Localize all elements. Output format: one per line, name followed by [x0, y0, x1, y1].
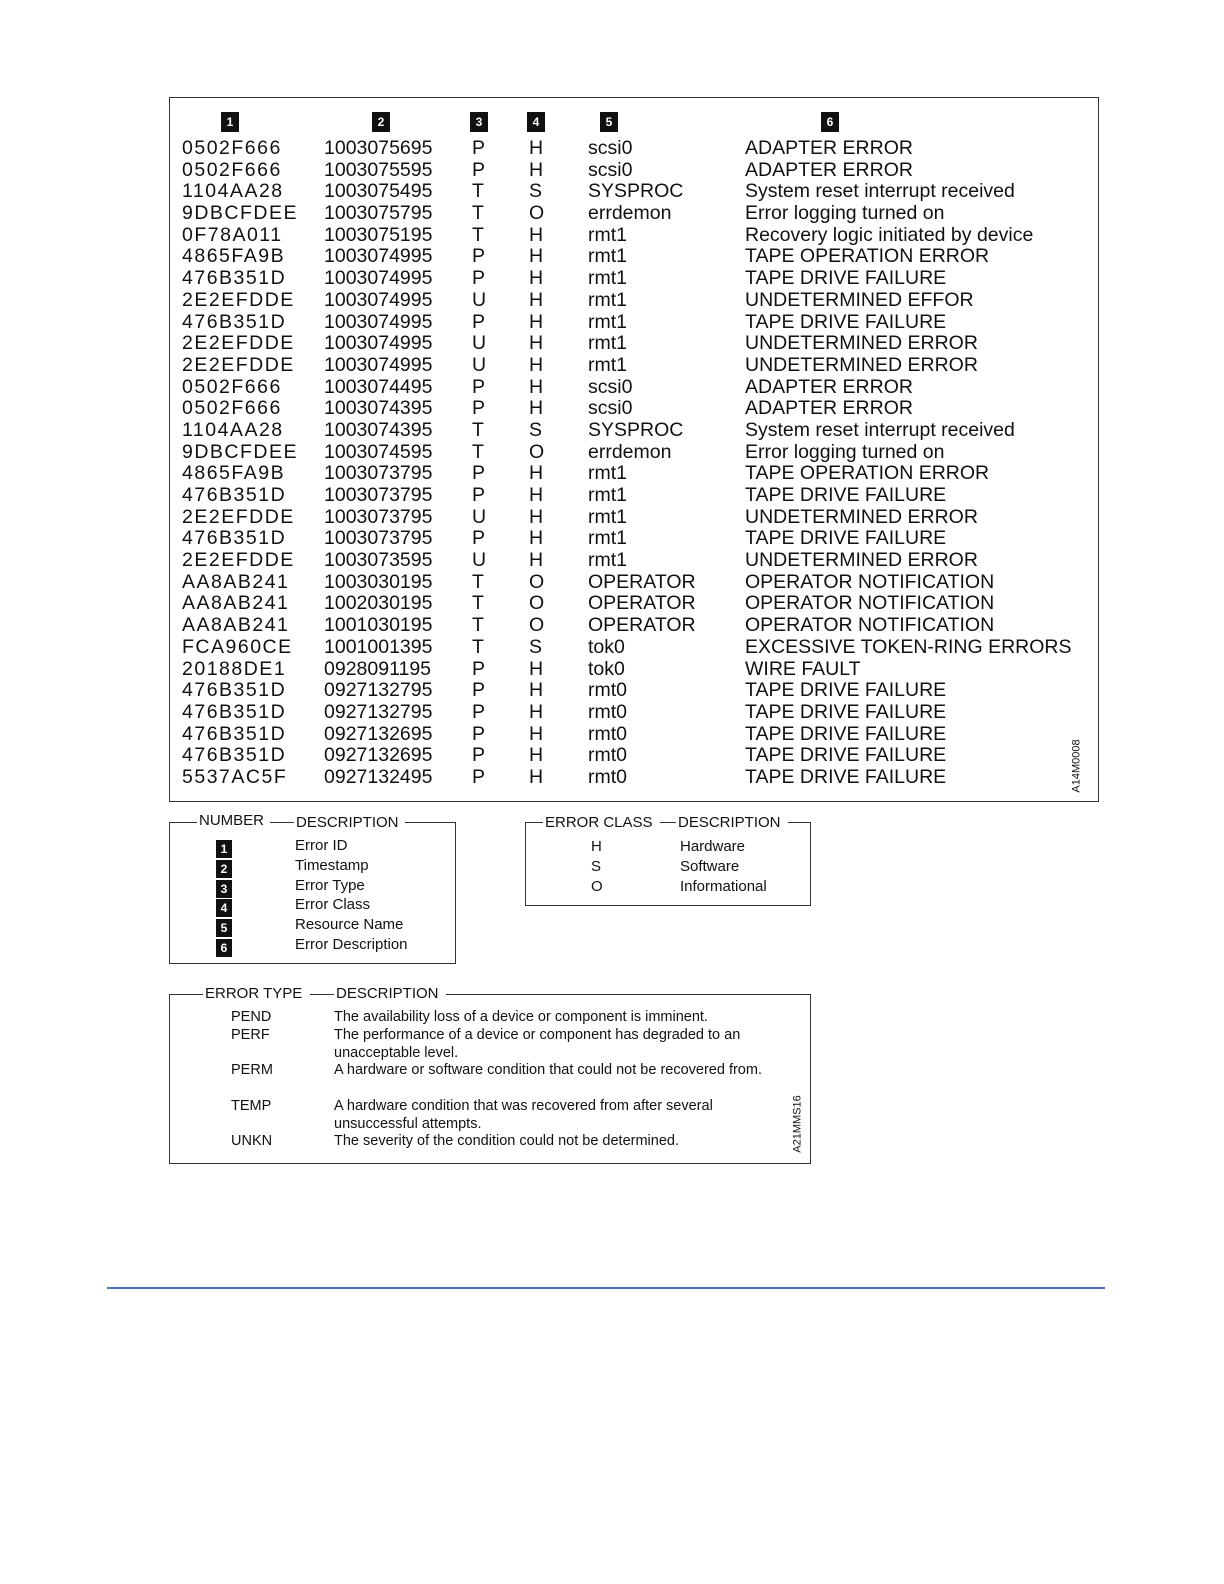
resource-name-cell: rmt1 — [588, 549, 627, 572]
number-badge: 4 — [216, 899, 232, 917]
log-row — [180, 312, 1080, 334]
log-row — [180, 463, 1080, 485]
error-type-code: PEND — [231, 1009, 272, 1025]
error-description-cell: TAPE OPERATION ERROR — [745, 245, 990, 268]
error-description-cell: UNDETERMINED ERROR — [745, 505, 978, 528]
number-legend-desc-title: DESCRIPTION — [296, 814, 399, 831]
error-id-cell: 1104AA28 — [182, 180, 284, 203]
error-description-cell: System reset interrupt received — [745, 418, 1015, 441]
resource-name-cell: SYSPROC — [588, 180, 684, 203]
error-description-cell: EXCESSIVE TOKEN-RING ERRORS — [745, 635, 1072, 658]
column-badge-error-description: 6 — [821, 112, 839, 132]
error-type-description: A hardware or software condition that could not be recovered from. — [334, 1062, 762, 1078]
error-class-description: Informational — [680, 878, 767, 895]
error-type-cell: P — [472, 245, 486, 268]
error-class-cell: H — [529, 158, 544, 181]
error-class-cell: O — [529, 202, 545, 225]
error-description-cell: System reset interrupt received — [745, 180, 1015, 203]
log-row — [180, 181, 1080, 203]
error-type-cell: T — [472, 592, 484, 615]
timestamp-cell: 1001001395 — [324, 635, 433, 658]
error-description-cell: ADAPTER ERROR — [745, 158, 913, 181]
error-id-cell: 476B351D — [182, 267, 287, 290]
error-description-cell: UNDETERMINED ERROR — [745, 332, 978, 355]
error-type-cell: P — [472, 744, 486, 767]
error-type-code: UNKN — [231, 1133, 273, 1149]
resource-name-cell: rmt1 — [588, 267, 627, 290]
error-type-cell: P — [472, 700, 486, 723]
error-type-cell: T — [472, 180, 484, 203]
error-class-cell: O — [529, 614, 545, 637]
resource-name-cell: rmt1 — [588, 310, 627, 333]
error-class-cell: H — [529, 765, 544, 788]
error-class-cell: H — [529, 245, 544, 268]
legend-border-segment — [310, 994, 334, 995]
error-description-cell: OPERATOR NOTIFICATION — [745, 614, 995, 637]
error-description-cell: TAPE DRIVE FAILURE — [745, 744, 947, 767]
log-row — [180, 593, 1080, 615]
timestamp-cell: 1003075595 — [324, 158, 433, 181]
resource-name-cell: errdemon — [588, 440, 672, 463]
error-id-cell: 5537AC5F — [182, 765, 288, 788]
error-type-code: PERM — [231, 1062, 273, 1078]
error-class-cell: S — [529, 418, 543, 441]
figure-id-main: A14M0008 — [1070, 739, 1083, 793]
timestamp-cell: 1003074995 — [324, 245, 433, 268]
resource-name-cell: rmt1 — [588, 288, 627, 311]
resource-name-cell: rmt0 — [588, 744, 627, 767]
log-row — [180, 485, 1080, 507]
error-class-legend-title: ERROR CLASS — [545, 814, 653, 831]
log-row — [180, 225, 1080, 247]
error-id-cell: 2E2EFDDE — [182, 288, 295, 311]
error-type-cell: T — [472, 418, 484, 441]
error-class-cell: H — [529, 527, 544, 550]
legend-border-segment — [270, 822, 294, 823]
number-badge: 5 — [216, 919, 232, 937]
error-description-cell: Error logging turned on — [745, 202, 945, 225]
error-id-cell: 476B351D — [182, 744, 287, 767]
legend-border-segment — [169, 994, 203, 995]
log-row — [180, 398, 1080, 420]
error-class-cell: O — [529, 592, 545, 615]
error-class-code: O — [591, 878, 603, 895]
timestamp-cell: 1003074995 — [324, 332, 433, 355]
error-type-description: A hardware condition that was recovered from after several unsuccessful attempts. — [334, 1098, 713, 1132]
error-description-cell: UNDETERMINED ERROR — [745, 353, 978, 376]
timestamp-cell: 0927132695 — [324, 744, 433, 767]
timestamp-cell: 1003030195 — [324, 570, 433, 593]
error-id-cell: FCA960CE — [182, 635, 293, 658]
log-row — [180, 420, 1080, 442]
number-description: Resource Name — [295, 916, 404, 933]
resource-name-cell: rmt0 — [588, 765, 627, 788]
error-class-cell: H — [529, 505, 544, 528]
error-type-cell: P — [472, 397, 486, 420]
log-row — [180, 333, 1080, 355]
number-description: Error Description — [295, 936, 408, 953]
timestamp-cell: 1003073795 — [324, 484, 433, 506]
error-type-cell: T — [472, 570, 484, 593]
log-row — [180, 377, 1080, 399]
resource-name-cell: rmt1 — [588, 223, 627, 246]
error-class-cell: H — [529, 462, 544, 485]
resource-name-cell: rmt1 — [588, 527, 627, 550]
error-id-cell: 20188DE1 — [182, 657, 287, 680]
error-description-cell: TAPE DRIVE FAILURE — [745, 679, 947, 702]
error-type-cell: P — [472, 375, 486, 398]
log-row — [180, 680, 1080, 702]
legend-border-segment — [660, 822, 676, 823]
figure-id-legend: A21MMS16 — [791, 1095, 804, 1153]
error-id-cell: AA8AB241 — [182, 592, 290, 615]
error-id-cell: 2E2EFDDE — [182, 332, 295, 355]
error-type-cell: P — [472, 657, 486, 680]
error-description-cell: TAPE DRIVE FAILURE — [745, 484, 947, 506]
error-class-cell: O — [529, 440, 545, 463]
log-row — [180, 659, 1080, 681]
error-class-cell: S — [529, 635, 543, 658]
number-badge: 3 — [216, 880, 232, 898]
error-description-cell: UNDETERMINED EFFOR — [745, 288, 974, 311]
error-description-cell: ADAPTER ERROR — [745, 375, 913, 398]
error-type-cell: P — [472, 137, 486, 159]
error-class-cell: H — [529, 549, 544, 572]
resource-name-cell: scsi0 — [588, 397, 633, 420]
log-row — [180, 507, 1080, 529]
log-row — [180, 702, 1080, 724]
error-class-cell: H — [529, 353, 544, 376]
resource-name-cell: SYSPROC — [588, 418, 684, 441]
error-class-cell: S — [529, 180, 543, 203]
error-description-cell: TAPE DRIVE FAILURE — [745, 765, 947, 788]
timestamp-cell: 0927132795 — [324, 679, 433, 702]
timestamp-cell: 1003074995 — [324, 353, 433, 376]
error-type-cell: P — [472, 484, 486, 506]
legend-border-segment — [525, 822, 543, 823]
timestamp-cell: 1001030195 — [324, 614, 433, 637]
error-type-legend-desc-title: DESCRIPTION — [336, 985, 439, 1002]
timestamp-cell: 1003074995 — [324, 310, 433, 333]
error-class-cell: H — [529, 223, 544, 246]
error-description-cell: TAPE DRIVE FAILURE — [745, 267, 947, 290]
column-badge-resource-name: 5 — [600, 112, 618, 132]
log-row — [180, 572, 1080, 594]
error-type-cell: U — [472, 353, 487, 376]
error-id-cell: 9DBCFDEE — [182, 202, 299, 225]
timestamp-cell: 1003075695 — [324, 137, 433, 159]
resource-name-cell: errdemon — [588, 202, 672, 225]
resource-name-cell: OPERATOR — [588, 570, 696, 593]
resource-name-cell: scsi0 — [588, 137, 633, 159]
legend-border-segment — [788, 822, 811, 823]
legend-border-segment — [169, 822, 197, 823]
log-row — [180, 637, 1080, 659]
error-class-cell: H — [529, 484, 544, 506]
error-id-cell: 476B351D — [182, 700, 287, 723]
error-id-cell: 0F78A011 — [182, 223, 283, 246]
error-id-cell: 476B351D — [182, 484, 287, 506]
number-badge: 2 — [216, 860, 232, 878]
error-type-cell: P — [472, 267, 486, 290]
resource-name-cell: rmt1 — [588, 353, 627, 376]
error-type-cell: P — [472, 310, 486, 333]
column-badge-error-id: 1 — [221, 112, 239, 132]
error-description-cell: WIRE FAULT — [745, 657, 861, 680]
log-row — [180, 724, 1080, 746]
resource-name-cell: OPERATOR — [588, 592, 696, 615]
error-class-cell: H — [529, 137, 544, 159]
timestamp-cell: 1003073795 — [324, 462, 433, 485]
timestamp-cell: 1003074995 — [324, 267, 433, 290]
error-type-cell: T — [472, 614, 484, 637]
error-description-cell: TAPE DRIVE FAILURE — [745, 700, 947, 723]
error-id-cell: 4865FA9B — [182, 245, 286, 268]
error-class-cell: H — [529, 700, 544, 723]
timestamp-cell: 1002030195 — [324, 592, 433, 615]
error-class-cell: H — [529, 310, 544, 333]
error-id-cell: 0502F666 — [182, 137, 282, 159]
error-type-cell: P — [472, 462, 486, 485]
error-type-cell: T — [472, 635, 484, 658]
resource-name-cell: rmt1 — [588, 245, 627, 268]
timestamp-cell: 1003074395 — [324, 397, 433, 420]
error-class-cell: H — [529, 375, 544, 398]
error-class-cell: H — [529, 722, 544, 745]
error-type-cell: P — [472, 722, 486, 745]
log-row — [180, 528, 1080, 550]
error-id-cell: 9DBCFDEE — [182, 440, 299, 463]
error-id-cell: 2E2EFDDE — [182, 505, 295, 528]
timestamp-cell: 1003075495 — [324, 180, 433, 203]
log-row — [180, 615, 1080, 637]
error-id-cell: 476B351D — [182, 679, 287, 702]
error-id-cell: 0502F666 — [182, 375, 282, 398]
error-description-cell: ADAPTER ERROR — [745, 137, 913, 159]
resource-name-cell: OPERATOR — [588, 614, 696, 637]
error-class-cell: H — [529, 288, 544, 311]
error-type-code: TEMP — [231, 1098, 272, 1114]
column-badge-timestamp: 2 — [372, 112, 390, 132]
number-description: Timestamp — [295, 857, 369, 874]
error-class-cell: O — [529, 570, 545, 593]
resource-name-cell: scsi0 — [588, 375, 633, 398]
error-class-code: S — [591, 858, 602, 875]
resource-name-cell: rmt1 — [588, 332, 627, 355]
error-description-cell: TAPE OPERATION ERROR — [745, 462, 990, 485]
error-class-code: H — [591, 838, 602, 855]
log-row — [180, 745, 1080, 767]
timestamp-cell: 1003075195 — [324, 223, 433, 246]
log-row — [180, 268, 1080, 290]
log-row — [180, 442, 1080, 464]
error-class-cell: H — [529, 679, 544, 702]
error-type-cell: P — [472, 765, 486, 788]
error-class-legend-box — [525, 822, 811, 906]
error-description-cell: TAPE DRIVE FAILURE — [745, 722, 947, 745]
error-id-cell: 476B351D — [182, 527, 287, 550]
error-type-cell: T — [472, 440, 484, 463]
error-type-cell: U — [472, 505, 487, 528]
resource-name-cell: rmt1 — [588, 462, 627, 485]
error-description-cell: OPERATOR NOTIFICATION — [745, 570, 995, 593]
legend-border-segment — [446, 994, 811, 995]
error-id-cell: 1104AA28 — [182, 418, 284, 441]
log-row — [180, 203, 1080, 225]
column-badge-error-type: 3 — [470, 112, 488, 132]
error-description-cell: ADAPTER ERROR — [745, 397, 913, 420]
number-legend-title: NUMBER — [199, 812, 265, 829]
timestamp-cell: 1003074995 — [324, 288, 433, 311]
error-id-cell: 476B351D — [182, 310, 287, 333]
error-id-cell: 476B351D — [182, 722, 287, 745]
timestamp-cell: 0927132495 — [324, 765, 433, 788]
error-type-cell: U — [472, 549, 487, 572]
error-description-cell: Error logging turned on — [745, 440, 945, 463]
error-id-cell: 0502F666 — [182, 158, 282, 181]
error-log-rows — [180, 138, 1080, 789]
legend-border-segment — [405, 822, 456, 823]
log-row — [180, 355, 1080, 377]
error-description-cell: Recovery logic initiated by device — [745, 223, 1034, 246]
error-type-description: The performance of a device or component has degraded to an unacceptable level. — [334, 1027, 741, 1061]
timestamp-cell: 1003074595 — [324, 440, 433, 463]
timestamp-cell: 0928091195 — [324, 657, 432, 680]
error-class-description: Hardware — [680, 838, 746, 855]
error-id-cell: 2E2EFDDE — [182, 549, 295, 572]
timestamp-cell: 1003074495 — [324, 375, 433, 398]
error-class-cell: H — [529, 332, 544, 355]
log-row — [180, 550, 1080, 572]
error-type-legend-title: ERROR TYPE — [205, 985, 303, 1002]
error-type-cell: P — [472, 158, 486, 181]
number-description: Error ID — [295, 837, 348, 854]
log-row — [180, 767, 1080, 789]
error-type-cell: T — [472, 223, 484, 246]
resource-name-cell: rmt0 — [588, 722, 627, 745]
error-type-description: The severity of the condition could not be determined. — [334, 1133, 679, 1149]
error-description-cell: TAPE DRIVE FAILURE — [745, 310, 947, 333]
error-type-cell: P — [472, 527, 486, 550]
error-id-cell: 2E2EFDDE — [182, 353, 295, 376]
error-class-cell: H — [529, 267, 544, 290]
resource-name-cell: tok0 — [588, 657, 625, 680]
resource-name-cell: rmt0 — [588, 700, 627, 723]
log-row — [180, 160, 1080, 182]
error-id-cell: AA8AB241 — [182, 570, 290, 593]
number-badge: 1 — [216, 840, 232, 858]
error-id-cell: AA8AB241 — [182, 614, 290, 637]
error-class-cell: H — [529, 744, 544, 767]
timestamp-cell: 1003073795 — [324, 527, 433, 550]
column-badge-error-class: 4 — [527, 112, 545, 132]
resource-name-cell: tok0 — [588, 635, 625, 658]
error-type-cell: T — [472, 202, 484, 225]
error-description-cell: UNDETERMINED ERROR — [745, 549, 978, 572]
timestamp-cell: 1003074395 — [324, 418, 433, 441]
log-row — [180, 138, 1080, 160]
error-description-cell: OPERATOR NOTIFICATION — [745, 592, 995, 615]
resource-name-cell: rmt1 — [588, 484, 627, 506]
log-row — [180, 246, 1080, 268]
number-description: Error Type — [295, 877, 365, 894]
error-type-cell: P — [472, 679, 486, 702]
footer-rule — [107, 1287, 1105, 1289]
number-badge: 6 — [216, 939, 232, 957]
error-type-code: PERF — [231, 1027, 270, 1043]
error-class-cell: H — [529, 397, 544, 420]
resource-name-cell: scsi0 — [588, 158, 633, 181]
error-type-cell: U — [472, 332, 487, 355]
error-class-legend-desc-title: DESCRIPTION — [678, 814, 781, 831]
error-type-description: The availability loss of a device or component is imminent. — [334, 1009, 708, 1025]
error-description-cell: TAPE DRIVE FAILURE — [745, 527, 947, 550]
number-description: Error Class — [295, 896, 371, 913]
timestamp-cell: 1003073595 — [324, 549, 433, 572]
error-class-description: Software — [680, 858, 740, 875]
timestamp-cell: 0927132695 — [324, 722, 433, 745]
resource-name-cell: rmt0 — [588, 679, 627, 702]
timestamp-cell: 1003075795 — [324, 202, 433, 225]
timestamp-cell: 1003073795 — [324, 505, 433, 528]
log-row — [180, 290, 1080, 312]
resource-name-cell: rmt1 — [588, 505, 627, 528]
error-class-cell: H — [529, 657, 544, 680]
timestamp-cell: 0927132795 — [324, 700, 433, 723]
error-id-cell: 0502F666 — [182, 397, 282, 420]
error-id-cell: 4865FA9B — [182, 462, 286, 485]
error-type-cell: U — [472, 288, 487, 311]
